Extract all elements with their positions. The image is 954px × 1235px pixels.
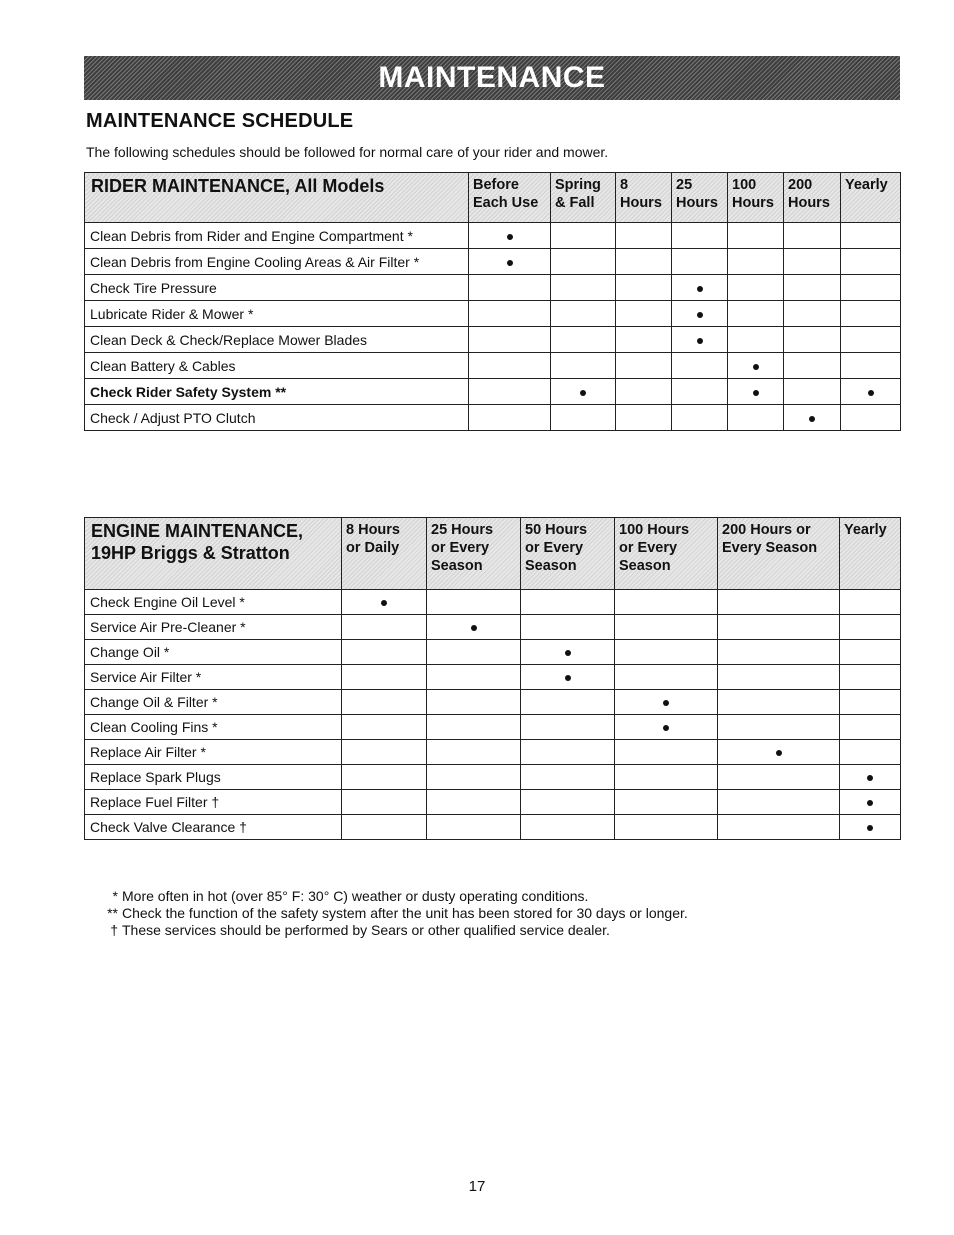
bullet-icon xyxy=(471,625,477,631)
table-row xyxy=(85,740,901,765)
schedule-cell xyxy=(616,353,672,379)
schedule-cell xyxy=(427,740,521,765)
engine-table-title: ENGINE MAINTENANCE, 19HP Briggs & Stratton xyxy=(85,518,342,590)
schedule-cell xyxy=(469,249,551,275)
schedule-cell xyxy=(728,353,784,379)
schedule-cell xyxy=(342,740,427,765)
rider-column-header: 100 Hours xyxy=(728,173,784,223)
schedule-cell xyxy=(672,301,728,327)
schedule-cell xyxy=(469,301,551,327)
schedule-cell xyxy=(841,301,901,327)
footnote xyxy=(100,905,688,922)
engine-task-label: Service Air Pre-Cleaner * xyxy=(85,615,342,640)
footnote-mark: † xyxy=(110,922,118,938)
schedule-cell xyxy=(616,249,672,275)
bullet-icon xyxy=(809,416,815,422)
schedule-cell xyxy=(718,665,840,690)
engine-column-header: 50 Hours or Every Season xyxy=(521,518,615,590)
schedule-cell xyxy=(840,690,901,715)
schedule-cell xyxy=(718,765,840,790)
footnote xyxy=(100,888,688,905)
schedule-cell xyxy=(718,815,840,840)
schedule-cell xyxy=(342,590,427,615)
schedule-cell xyxy=(841,379,901,405)
bullet-icon xyxy=(507,234,513,240)
schedule-cell xyxy=(521,690,615,715)
schedule-cell xyxy=(718,690,840,715)
schedule-cell xyxy=(427,765,521,790)
engine-maintenance-table xyxy=(84,517,901,840)
schedule-cell xyxy=(840,715,901,740)
schedule-cell xyxy=(521,740,615,765)
schedule-cell xyxy=(521,590,615,615)
schedule-cell xyxy=(728,405,784,431)
table-row xyxy=(85,715,901,740)
engine-task-label: Replace Air Filter * xyxy=(85,740,342,765)
page-number: 17 xyxy=(468,1178,486,1195)
schedule-cell xyxy=(840,790,901,815)
schedule-cell xyxy=(521,640,615,665)
schedule-cell xyxy=(672,223,728,249)
schedule-cell xyxy=(784,275,841,301)
engine-column-header: 100 Hours or Every Season xyxy=(615,518,718,590)
schedule-cell xyxy=(427,665,521,690)
schedule-cell xyxy=(342,715,427,740)
engine-task-label: Clean Cooling Fins * xyxy=(85,715,342,740)
table-row xyxy=(85,640,901,665)
schedule-cell xyxy=(427,815,521,840)
schedule-cell xyxy=(521,665,615,690)
maintenance-banner xyxy=(84,56,900,100)
schedule-cell xyxy=(840,765,901,790)
bullet-icon xyxy=(697,312,703,318)
table-row xyxy=(85,379,901,405)
schedule-cell xyxy=(427,615,521,640)
schedule-cell xyxy=(615,590,718,615)
schedule-cell xyxy=(469,223,551,249)
schedule-cell xyxy=(672,353,728,379)
schedule-cell xyxy=(718,590,840,615)
schedule-cell xyxy=(427,640,521,665)
bullet-icon xyxy=(776,750,782,756)
table-row xyxy=(85,590,901,615)
schedule-cell xyxy=(551,275,616,301)
bullet-icon xyxy=(507,260,513,266)
footnote-mark: * xyxy=(112,888,118,904)
engine-task-label: Replace Fuel Filter † xyxy=(85,790,342,815)
schedule-cell xyxy=(784,405,841,431)
schedule-cell xyxy=(616,301,672,327)
schedule-cell xyxy=(718,615,840,640)
intro-text: The following schedules should be followed for normal care of your rider and mower. xyxy=(86,144,609,160)
rider-column-header: 25 Hours xyxy=(672,173,728,223)
table-row xyxy=(85,223,901,249)
schedule-cell xyxy=(840,640,901,665)
schedule-cell xyxy=(728,223,784,249)
schedule-cell xyxy=(718,640,840,665)
schedule-cell xyxy=(342,790,427,815)
rider-task-label: Clean Battery & Cables xyxy=(85,353,469,379)
schedule-cell xyxy=(615,740,718,765)
rider-task-label: Clean Deck & Check/Replace Mower Blades xyxy=(85,327,469,353)
rider-task-label: Check Rider Safety System ** xyxy=(85,379,469,405)
schedule-cell xyxy=(521,790,615,815)
schedule-cell xyxy=(718,790,840,815)
rider-table-title: RIDER MAINTENANCE, All Models xyxy=(85,173,469,223)
schedule-cell xyxy=(784,379,841,405)
section-title: MAINTENANCE SCHEDULE xyxy=(86,110,354,132)
schedule-cell xyxy=(521,815,615,840)
engine-task-label: Check Valve Clearance † xyxy=(85,815,342,840)
footnote-text: Check the function of the safety system after the unit has been stored for 30 days or longer. xyxy=(122,905,688,921)
schedule-cell xyxy=(840,590,901,615)
rider-task-label: Check / Adjust PTO Clutch xyxy=(85,405,469,431)
engine-task-label: Replace Spark Plugs xyxy=(85,765,342,790)
rider-task-label: Lubricate Rider & Mower * xyxy=(85,301,469,327)
schedule-cell xyxy=(728,249,784,275)
bullet-icon xyxy=(565,650,571,656)
schedule-cell xyxy=(551,249,616,275)
rider-column-header: 8 Hours xyxy=(616,173,672,223)
table-row xyxy=(85,790,901,815)
rider-column-header: Spring & Fall xyxy=(551,173,616,223)
schedule-cell xyxy=(615,640,718,665)
table-row xyxy=(85,665,901,690)
footnotes xyxy=(100,888,688,939)
schedule-cell xyxy=(469,327,551,353)
schedule-cell xyxy=(342,640,427,665)
engine-task-label: Change Oil * xyxy=(85,640,342,665)
bullet-icon xyxy=(753,364,759,370)
schedule-cell xyxy=(784,223,841,249)
rider-column-header: Before Each Use xyxy=(469,173,551,223)
schedule-cell xyxy=(551,327,616,353)
schedule-cell xyxy=(469,405,551,431)
schedule-cell xyxy=(551,379,616,405)
schedule-cell xyxy=(784,327,841,353)
engine-column-header: 200 Hours or Every Season xyxy=(718,518,840,590)
schedule-cell xyxy=(521,615,615,640)
schedule-cell xyxy=(342,765,427,790)
bullet-icon xyxy=(697,338,703,344)
bullet-icon xyxy=(868,390,874,396)
table-row xyxy=(85,275,901,301)
engine-task-label: Service Air Filter * xyxy=(85,665,342,690)
schedule-cell xyxy=(615,690,718,715)
bullet-icon xyxy=(565,675,571,681)
engine-task-label: Change Oil & Filter * xyxy=(85,690,342,715)
schedule-cell xyxy=(551,405,616,431)
bullet-icon xyxy=(663,700,669,706)
footnote xyxy=(100,922,688,939)
footnote-mark: ** xyxy=(107,905,118,921)
footnote-text: These services should be performed by Sears or other qualified service dealer. xyxy=(122,922,610,938)
schedule-cell xyxy=(728,301,784,327)
engine-task-label: Check Engine Oil Level * xyxy=(85,590,342,615)
schedule-cell xyxy=(469,275,551,301)
schedule-cell xyxy=(672,249,728,275)
schedule-cell xyxy=(427,590,521,615)
schedule-cell xyxy=(342,690,427,715)
table-row xyxy=(85,327,901,353)
schedule-cell xyxy=(784,301,841,327)
schedule-cell xyxy=(841,223,901,249)
bullet-icon xyxy=(580,390,586,396)
schedule-cell xyxy=(672,405,728,431)
footnote-text: More often in hot (over 85° F: 30° C) weather or dusty operating conditions. xyxy=(122,888,589,904)
schedule-cell xyxy=(718,740,840,765)
rider-header-row xyxy=(85,173,901,223)
schedule-cell xyxy=(469,379,551,405)
bullet-icon xyxy=(697,286,703,292)
engine-column-header: 25 Hours or Every Season xyxy=(427,518,521,590)
bullet-icon xyxy=(867,775,873,781)
schedule-cell xyxy=(521,765,615,790)
schedule-cell xyxy=(342,815,427,840)
schedule-cell xyxy=(616,327,672,353)
schedule-cell xyxy=(342,665,427,690)
schedule-cell xyxy=(840,740,901,765)
schedule-cell xyxy=(342,615,427,640)
table-row xyxy=(85,615,901,640)
engine-column-header: Yearly xyxy=(840,518,901,590)
schedule-cell xyxy=(615,665,718,690)
rider-task-label: Clean Debris from Engine Cooling Areas & Air Filter * xyxy=(85,249,469,275)
schedule-cell xyxy=(521,715,615,740)
rider-task-label: Check Tire Pressure xyxy=(85,275,469,301)
schedule-cell xyxy=(551,301,616,327)
schedule-cell xyxy=(469,353,551,379)
table-row xyxy=(85,353,901,379)
schedule-cell xyxy=(615,765,718,790)
bullet-icon xyxy=(867,825,873,831)
schedule-cell xyxy=(728,327,784,353)
table-row xyxy=(85,249,901,275)
schedule-cell xyxy=(672,327,728,353)
rider-task-label: Clean Debris from Rider and Engine Compartment * xyxy=(85,223,469,249)
schedule-cell xyxy=(841,353,901,379)
bullet-icon xyxy=(867,800,873,806)
table-row xyxy=(85,765,901,790)
schedule-cell xyxy=(616,275,672,301)
schedule-cell xyxy=(840,665,901,690)
bullet-icon xyxy=(753,390,759,396)
schedule-cell xyxy=(718,715,840,740)
schedule-cell xyxy=(841,249,901,275)
schedule-cell xyxy=(427,690,521,715)
bullet-icon xyxy=(663,725,669,731)
table-row xyxy=(85,815,901,840)
engine-column-header: 8 Hours or Daily xyxy=(342,518,427,590)
schedule-cell xyxy=(616,379,672,405)
table-row xyxy=(85,690,901,715)
schedule-cell xyxy=(728,275,784,301)
engine-header-row xyxy=(85,518,901,590)
schedule-cell xyxy=(616,405,672,431)
schedule-cell xyxy=(615,715,718,740)
rider-maintenance-table xyxy=(84,172,901,431)
schedule-cell xyxy=(784,353,841,379)
schedule-cell xyxy=(551,223,616,249)
schedule-cell xyxy=(841,275,901,301)
schedule-cell xyxy=(672,379,728,405)
schedule-cell xyxy=(840,615,901,640)
schedule-cell xyxy=(841,327,901,353)
bullet-icon xyxy=(381,600,387,606)
schedule-cell xyxy=(728,379,784,405)
rider-column-header: Yearly xyxy=(841,173,901,223)
schedule-cell xyxy=(672,275,728,301)
schedule-cell xyxy=(841,405,901,431)
schedule-cell xyxy=(784,249,841,275)
schedule-cell xyxy=(840,815,901,840)
schedule-cell xyxy=(615,615,718,640)
rider-column-header: 200 Hours xyxy=(784,173,841,223)
table-row xyxy=(85,405,901,431)
schedule-cell xyxy=(615,790,718,815)
banner-title: MAINTENANCE xyxy=(378,61,606,94)
schedule-cell xyxy=(551,353,616,379)
schedule-cell xyxy=(427,790,521,815)
schedule-cell xyxy=(615,815,718,840)
schedule-cell xyxy=(616,223,672,249)
table-row xyxy=(85,301,901,327)
schedule-cell xyxy=(427,715,521,740)
